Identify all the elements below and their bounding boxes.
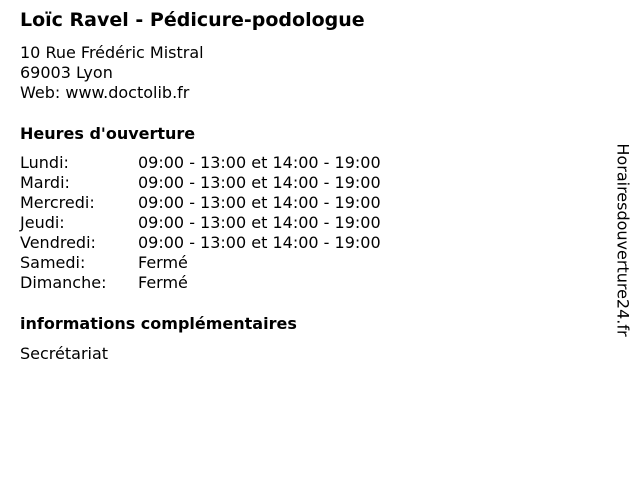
day-hours: 09:00 - 13:00 et 14:00 - 19:00 — [138, 233, 381, 252]
day-hours: Fermé — [138, 273, 188, 292]
business-name: Loïc Ravel - Pédicure-podologue — [20, 9, 365, 31]
day-hours: 09:00 - 13:00 et 14:00 - 19:00 — [138, 193, 381, 212]
info-heading: informations complémentaires — [20, 314, 297, 333]
day-hours: 09:00 - 13:00 et 14:00 - 19:00 — [138, 173, 381, 192]
day-label: Mercredi: — [20, 193, 95, 212]
address-block — [20, 43, 204, 103]
info-text: Secrétariat — [20, 344, 109, 363]
day-hours: 09:00 - 13:00 et 14:00 - 19:00 — [138, 213, 381, 232]
hours-row — [20, 173, 381, 193]
day-hours: Fermé — [138, 253, 188, 272]
hours-row — [20, 213, 381, 233]
hours-row — [20, 193, 381, 213]
hours-heading: Heures d'ouverture — [20, 124, 196, 143]
day-label: Dimanche: — [20, 273, 107, 292]
day-label: Lundi: — [20, 153, 69, 172]
day-label: Samedi: — [20, 253, 86, 272]
hours-row — [20, 273, 381, 293]
day-label: Mardi: — [20, 173, 70, 192]
hours-table — [20, 153, 381, 293]
hours-row — [20, 233, 381, 253]
website-link[interactable]: Web: www.doctolib.fr — [20, 83, 190, 102]
site-watermark: Horairesdouverture24.fr — [613, 143, 633, 337]
day-label: Jeudi: — [20, 213, 65, 232]
hours-row — [20, 153, 381, 173]
day-hours: 09:00 - 13:00 et 14:00 - 19:00 — [138, 153, 381, 172]
address-city: 69003 Lyon — [20, 63, 113, 82]
day-label: Vendredi: — [20, 233, 96, 252]
address-street: 10 Rue Frédéric Mistral — [20, 43, 204, 62]
hours-row — [20, 253, 381, 273]
